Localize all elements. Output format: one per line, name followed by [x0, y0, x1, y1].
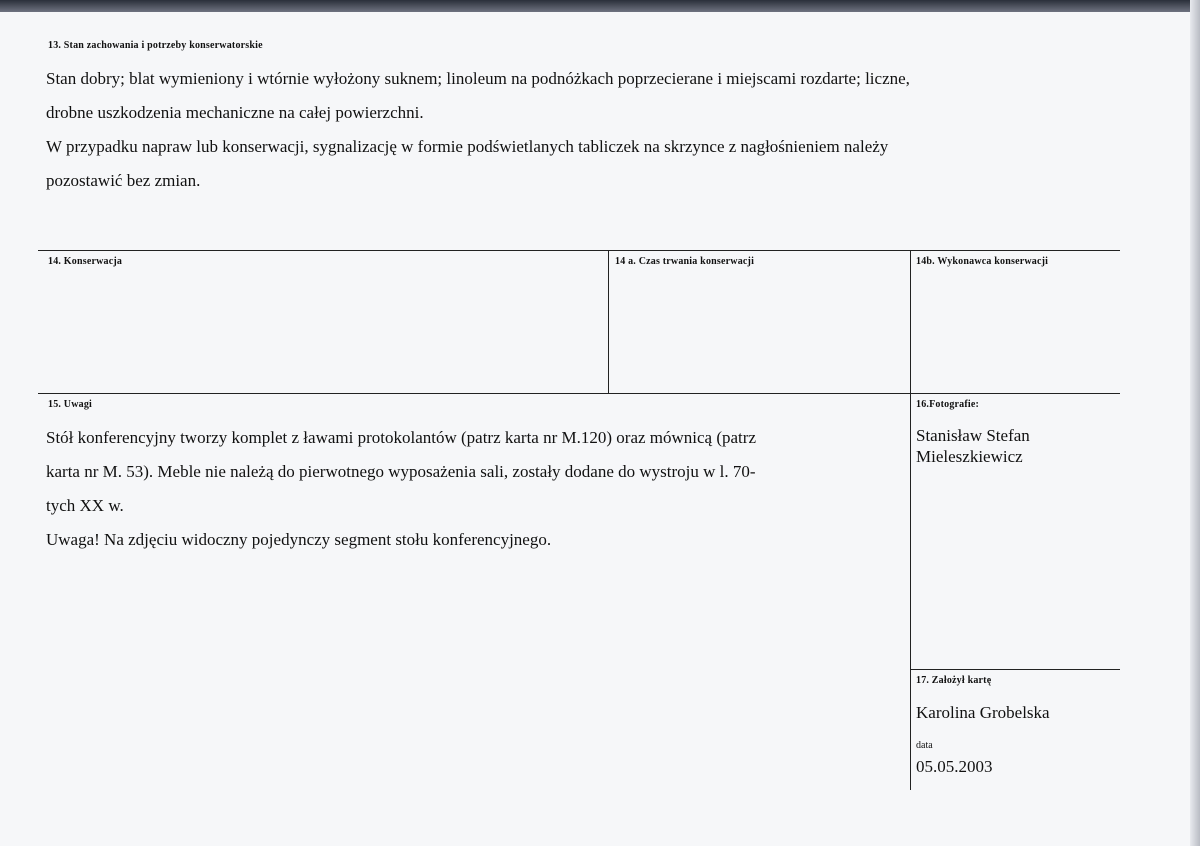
- scan-right-edge: [1190, 0, 1200, 846]
- section-15-line-2: karta nr M. 53). Meble nie należą do pierwotnego wyposażenia sali, zostały dodane do wystroju w l. 70-: [46, 462, 756, 481]
- section-15-text: [46, 421, 756, 557]
- section-13-label: 13. Stan zachowania i potrzeby konserwatorskie: [48, 40, 263, 51]
- section-15-line-3: tych XX w.: [46, 496, 124, 515]
- section-16-text: [916, 425, 1030, 467]
- photographer-line-2: Mieleszkiewicz: [916, 447, 1023, 466]
- section-15-label: 15. Uwagi: [48, 399, 93, 410]
- section-14b-label: 14b. Wykonawca konserwacji: [916, 256, 1049, 267]
- divider-top-15: [38, 393, 1120, 394]
- author-name: Karolina Grobelska: [916, 703, 1050, 722]
- divider-right-column: [910, 250, 911, 790]
- section-15-line-1: Stół konferencyjny tworzy komplet z ławami protokolantów (patrz karta nr M.120) oraz mównicą (patrz: [46, 428, 756, 447]
- scan-top-edge: [0, 0, 1200, 12]
- divider-top-14: [38, 250, 1120, 251]
- section-16-label: 16.Fotografie:: [916, 399, 980, 410]
- section-14-label: 14. Konserwacja: [48, 256, 123, 267]
- section-17-label: 17. Założył kartę: [916, 675, 992, 686]
- divider-top-17: [910, 669, 1120, 670]
- section-13-line-3: W przypadku napraw lub konserwacji, sygnalizację w formie podświetlanych tabliczek na skrzynce z nagłośnieniem należy: [46, 137, 889, 156]
- section-14a-label: 14 a. Czas trwania konserwacji: [615, 256, 755, 267]
- date-value: 05.05.2003: [916, 757, 993, 776]
- divider-14-14a: [608, 250, 609, 393]
- section-13-line-2: drobne uszkodzenia mechaniczne na całej powierzchni.: [46, 103, 424, 122]
- section-13-line-1: Stan dobry; blat wymieniony i wtórnie wyłożony suknem; linoleum na podnóżkach poprzecierane i miejscami rozdarte; liczne,: [46, 69, 910, 88]
- section-13-line-4: pozostawić bez zmian.: [46, 171, 201, 190]
- photographer-line-1: Stanisław Stefan: [916, 426, 1030, 445]
- section-15-line-4: Uwaga! Na zdjęciu widoczny pojedynczy segment stołu konferencyjnego.: [46, 530, 552, 549]
- date-label: data: [916, 740, 933, 751]
- section-13-text: [46, 62, 910, 198]
